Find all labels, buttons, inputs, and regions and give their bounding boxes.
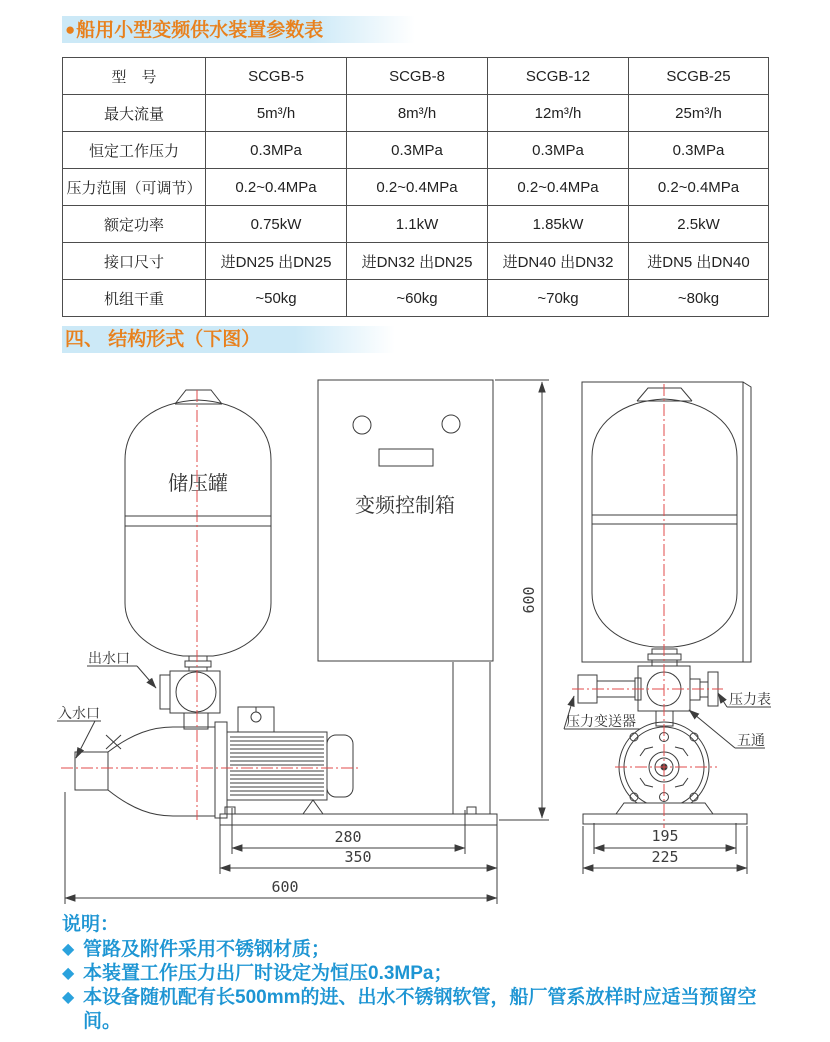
- dim-280: 280: [334, 828, 362, 846]
- row-label: 机组干重: [63, 280, 206, 317]
- outlet-callout: [87, 650, 156, 688]
- outlet-label: 出水口: [88, 650, 130, 666]
- control-box: [318, 380, 493, 814]
- row-label: 压力范围（可调节）: [63, 169, 206, 206]
- cell: 0.3MPa: [488, 132, 629, 169]
- cell: 进DN25 出DN25: [206, 243, 347, 280]
- inlet-callout: [57, 705, 101, 758]
- cell: 2.5kW: [629, 206, 769, 243]
- cell: ~70kg: [488, 280, 629, 317]
- cell: 12m³/h: [488, 95, 629, 132]
- cell: ~60kg: [347, 280, 488, 317]
- col-header-scgb12: SCGB-12: [488, 58, 629, 95]
- cell: 0.3MPa: [629, 132, 769, 169]
- cell: 8m³/h: [347, 95, 488, 132]
- cell: 0.2~0.4MPa: [347, 169, 488, 206]
- control-box-display: [379, 449, 433, 466]
- bleed-valve-icon: [106, 735, 121, 749]
- parameters-table: [62, 57, 769, 317]
- motor-end-cap: [327, 735, 353, 797]
- dim-600-height: 600: [520, 586, 538, 614]
- cell: 进DN32 出DN25: [347, 243, 488, 280]
- tank-panel: [582, 382, 751, 662]
- motor-foot: [303, 800, 323, 814]
- table-row: [63, 132, 769, 169]
- notes-heading: 说明：: [62, 914, 120, 935]
- diamond-bullet-icon: ◆: [62, 965, 75, 982]
- row-label: 接口尺寸: [63, 243, 206, 280]
- pressure-transmitter-label: 压力变送器: [566, 713, 636, 729]
- five-way-callout: [689, 710, 765, 748]
- diamond-bullet-icon: ◆: [62, 989, 75, 1006]
- col-header-scgb8: SCGB-8: [347, 58, 488, 95]
- col-header-scgb25: SCGB-25: [629, 58, 769, 95]
- cell: 进DN40 出DN32: [488, 243, 629, 280]
- cell: ~50kg: [206, 280, 347, 317]
- storage-tank: [125, 390, 271, 671]
- col-header-model: 型 号: [63, 58, 206, 95]
- inlet-pipe: [75, 752, 108, 790]
- structure-diagram: [55, 360, 830, 908]
- diamond-bullet-icon: ◆: [62, 941, 75, 958]
- five-way-label: 五通: [737, 732, 765, 748]
- support-post: [453, 662, 490, 814]
- right-assembly: [564, 382, 771, 828]
- note-text: 管路及附件采用不锈钢材质；: [83, 939, 331, 960]
- dim-225: 225: [651, 848, 679, 866]
- table-row: [63, 280, 769, 317]
- base-plate-right: [583, 814, 747, 824]
- pressure-gauge-label: 压力表: [729, 691, 771, 707]
- outlet-valve: [160, 671, 220, 729]
- cell: 0.2~0.4MPa: [629, 169, 769, 206]
- cell: 1.1kW: [347, 206, 488, 243]
- cell: ~80kg: [629, 280, 769, 317]
- cell: 0.2~0.4MPa: [206, 169, 347, 206]
- cell: 5m³/h: [206, 95, 347, 132]
- row-label: 额定功率: [63, 206, 206, 243]
- inlet-label: 入水口: [58, 705, 100, 721]
- note-item: [62, 938, 810, 962]
- structure-section-title: 四、 结构形式（下图）: [65, 329, 261, 350]
- structure-section-header: [62, 326, 395, 353]
- table-row: [63, 95, 769, 132]
- note-item: [62, 986, 810, 1034]
- dim-195: 195: [651, 827, 679, 845]
- cell: 进DN5 出DN40: [629, 243, 769, 280]
- note-text: 本装置工作压力出厂时设定为恒压0.3MPa；: [83, 963, 453, 984]
- notes-section: [62, 913, 810, 1034]
- control-box-knob-left: [353, 416, 371, 434]
- table-section-title: 船用小型变频供水装置参数表: [76, 20, 324, 41]
- base-plate-left: [220, 814, 497, 825]
- table-header-row: [63, 58, 769, 95]
- dim-600-width: 600: [271, 878, 299, 896]
- pressure-transmitter-callout: [564, 696, 640, 729]
- table-row: [63, 169, 769, 206]
- col-header-scgb5: SCGB-5: [206, 58, 347, 95]
- bullet-dot-icon: ●: [65, 20, 76, 39]
- table-row: [63, 243, 769, 280]
- left-assembly: [57, 390, 497, 825]
- row-label: 恒定工作压力: [63, 132, 206, 169]
- cell: 1.85kW: [488, 206, 629, 243]
- control-box-knob-right: [442, 415, 460, 433]
- storage-tank-label: 储压罐: [168, 473, 228, 495]
- dim-350: 350: [344, 848, 372, 866]
- pump-casing: [108, 727, 215, 816]
- cell: 25m³/h: [629, 95, 769, 132]
- note-item: [62, 962, 810, 986]
- pump-and-motor: [75, 707, 476, 818]
- cell: 0.3MPa: [347, 132, 488, 169]
- motor-body: [227, 732, 327, 800]
- table-section-header: [62, 16, 415, 43]
- note-text: 本设备随机配有长500mm的进、出水不锈钢软管，船厂管系放样时应适当预留空间。: [83, 987, 757, 1032]
- cell: 0.3MPa: [206, 132, 347, 169]
- row-label: 最大流量: [63, 95, 206, 132]
- table-row: [63, 206, 769, 243]
- cell: 0.2~0.4MPa: [488, 169, 629, 206]
- control-box-label: 变频控制箱: [355, 495, 455, 517]
- cell: 0.75kW: [206, 206, 347, 243]
- pressure-gauge-callout: [718, 691, 771, 707]
